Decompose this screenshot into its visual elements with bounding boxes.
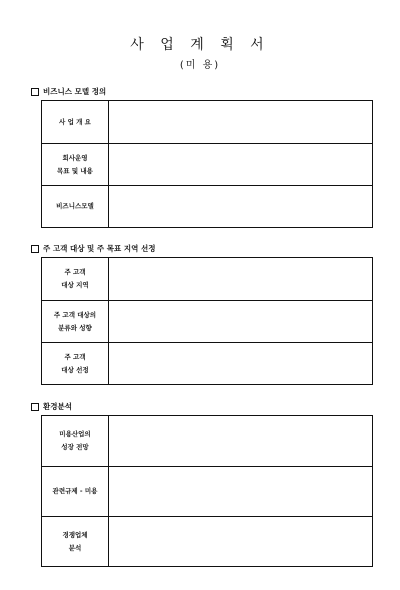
row-label-company-goals: 회사운영 목표 및 내용 bbox=[42, 144, 109, 186]
environment-analysis-table bbox=[41, 415, 373, 567]
row-label-business-overview: 사 업 개 요 bbox=[42, 101, 109, 144]
target-customers-table bbox=[41, 257, 373, 385]
section-heading-text: 비즈니스 모델 정의 bbox=[43, 87, 107, 96]
regulations-field[interactable] bbox=[109, 467, 373, 517]
table-row bbox=[42, 101, 373, 144]
table-row bbox=[42, 144, 373, 186]
section-heading-target-customers bbox=[31, 243, 155, 254]
business-model-field[interactable] bbox=[109, 186, 373, 228]
checkbox-square-icon bbox=[31, 245, 39, 253]
table-row bbox=[42, 343, 373, 385]
target-selection-field[interactable] bbox=[109, 343, 373, 385]
target-region-field[interactable] bbox=[109, 258, 373, 301]
checkbox-square-icon bbox=[31, 88, 39, 96]
section-heading-environment-analysis bbox=[31, 401, 72, 412]
table-row bbox=[42, 416, 373, 467]
business-model-table bbox=[41, 100, 373, 228]
table-row bbox=[42, 467, 373, 517]
table-row bbox=[42, 186, 373, 228]
section-heading-business-model bbox=[31, 86, 106, 97]
row-label-competitor-analysis: 경쟁업체 분석 bbox=[42, 517, 109, 567]
table-row bbox=[42, 301, 373, 343]
customer-classification-field[interactable] bbox=[109, 301, 373, 343]
checkbox-square-icon bbox=[31, 403, 39, 411]
competitor-analysis-field[interactable] bbox=[109, 517, 373, 567]
row-label-regulations: 관련규제 - 미용 bbox=[42, 467, 109, 517]
section-heading-text: 주 고객 대상 및 주 목표 지역 선정 bbox=[43, 244, 156, 253]
row-label-target-selection: 주 고객 대상 선정 bbox=[42, 343, 109, 385]
row-label-business-model: 비즈니스모델 bbox=[42, 186, 109, 228]
section-heading-text: 환경분석 bbox=[43, 402, 72, 411]
document-title: 사 업 계 획 서 bbox=[130, 37, 270, 53]
row-label-industry-outlook: 미용산업의 성장 전망 bbox=[42, 416, 109, 467]
table-row bbox=[42, 517, 373, 567]
industry-outlook-field[interactable] bbox=[109, 416, 373, 467]
table-row bbox=[42, 258, 373, 301]
row-label-target-region: 주 고객 대상 지역 bbox=[42, 258, 109, 301]
company-goals-field[interactable] bbox=[109, 144, 373, 186]
document-subtitle: (미 용) bbox=[179, 60, 221, 71]
row-label-customer-classification: 주 고객 대상의 분류와 성향 bbox=[42, 301, 109, 343]
business-overview-field[interactable] bbox=[109, 101, 373, 144]
